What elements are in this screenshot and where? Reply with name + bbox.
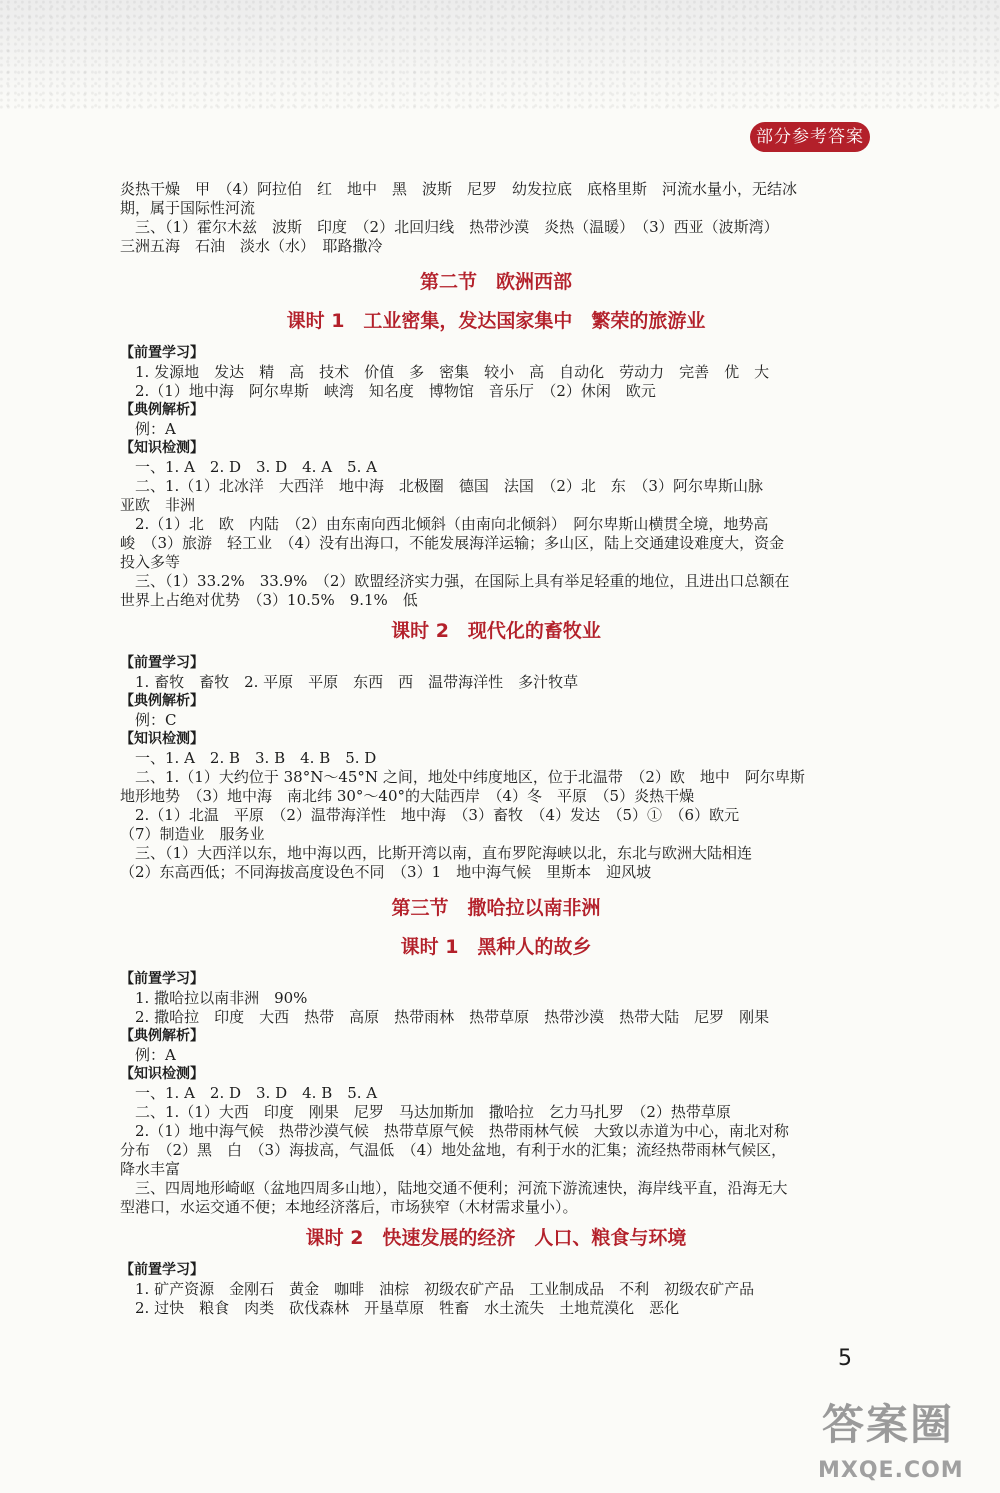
text-line: 三、四周地形崎岖（盆地四周多山地），陆地交通不便利；河流下游流速快，海岸线平直，沿海无大 — [135, 1179, 788, 1197]
text-line: 三、（1）霍尔木兹 波斯 印度 （2）北回归线 热带沙漠 炎热（温暖） （3）西亚（波斯湾） — [135, 218, 779, 236]
watermark-logo-text: 答案圈 — [822, 1400, 955, 1449]
text-line: 2.（1）北 欧 内陆 （2）由东南向西北倾斜（由南向北倾斜） 阿尔卑斯山横贯全境，地势高 — [135, 515, 769, 533]
lesson-heading: 课时 1 工业密集，发达国家集中 繁荣的旅游业 — [286, 310, 706, 332]
text-line: 1. 矿产资源 金刚石 黄金 咖啡 油棕 初级农矿产品 工业制成品 不利 初级农矿产品 — [135, 1280, 755, 1298]
label-knowledge-check: 【知识检测】 — [120, 731, 204, 747]
label-preview-study: 【前置学习】 — [120, 971, 204, 987]
label-preview-study: 【前置学习】 — [120, 1262, 204, 1278]
text-line: 二、1.（1）北冰洋 大西洋 地中海 北极圈 德国 法国 （2）北 东 （3）阿尔卑斯山脉 — [135, 477, 763, 495]
label-example-analysis: 【典例解析】 — [120, 693, 204, 709]
text-line: 2.（1）北温 平原 （2）温带海洋性 地中海 （3）畜牧 （4）发达 （5）① （6）欧元 — [135, 806, 740, 824]
text-line: 一、1. A 2. D 3. D 4. A 5. A — [135, 458, 377, 476]
text-line: （2）东高西低；不同海拔高度设色不同 （3）1 地中海气候 里斯本 迎风坡 — [120, 863, 652, 881]
text-line: 例：A — [135, 420, 176, 438]
text-line: 亚欧 非洲 — [120, 496, 196, 514]
page-top-shadow — [0, 0, 1000, 110]
text-line: 二、1.（1）大约位于 38°N～45°N 之间，地处中纬度地区，位于北温带 （2）欧 地中 阿尔卑斯 — [135, 768, 805, 786]
text-line: 2.（1）地中海 阿尔卑斯 峡湾 知名度 博物馆 音乐厅 （2）休闲 欧元 — [135, 382, 656, 400]
label-knowledge-check: 【知识检测】 — [120, 440, 204, 456]
text-line: 1. 畜牧 畜牧 2. 平原 平原 东西 西 温带海洋性 多汁牧草 — [135, 673, 579, 691]
text-line: 1. 撒哈拉以南非洲 90% — [135, 989, 308, 1007]
lesson-heading: 课时 2 现代化的畜牧业 — [391, 620, 601, 642]
text-line: 2.（1）地中海气候 热带沙漠气候 热带草原气候 热带雨林气候 大致以赤道为中心，南北对称 — [135, 1122, 789, 1140]
text-line: 三、（1）大西洋以东，地中海以西，比斯开湾以南，直布罗陀海峡以北，东北与欧洲大陆相连 — [135, 844, 753, 862]
text-line: 2. 撒哈拉 印度 大西 热带 高原 热带雨林 热带草原 热带沙漠 热带大陆 尼罗 刚果 — [135, 1008, 770, 1026]
lesson-heading: 课时 1 黑种人的故乡 — [400, 936, 592, 958]
text-line: 二、1.（1）大西 印度 刚果 尼罗 马达加斯加 撒哈拉 乞力马扎罗 （2）热带草原 — [135, 1103, 731, 1121]
text-line: 一、1. A 2. B 3. B 4. B 5. D — [135, 749, 377, 767]
text-line: 一、1. A 2. D 3. D 4. B 5. A — [135, 1084, 378, 1102]
text-line: 三、（1）33.2% 33.9% （2）欧盟经济实力强，在国际上具有举足轻重的地位，且进出口总额在 — [135, 572, 790, 590]
text-line: 降水丰富 — [120, 1160, 181, 1178]
text-line: 世界上占绝对优势 （3）10.5% 9.1% 低 — [120, 591, 418, 609]
answer-content — [120, 180, 872, 1318]
text-line: 2. 过快 粮食 肉类 砍伐森林 开垦草原 牲畜 水土流失 土地荒漠化 恶化 — [135, 1299, 680, 1317]
text-line: 型港口，水运交通不便；本地经济落后，市场狭窄（木材需求量小）。 — [120, 1198, 578, 1216]
text-line: 地形地势 （3）地中海 南北纬 30°～40°的大陆西岸 （4）冬 平原 （5）炎热干燥 — [120, 787, 695, 805]
answer-section-badge: 部分参考答案 — [750, 122, 870, 152]
text-line: 例：C — [135, 711, 177, 729]
text-line: 投入多等 — [120, 553, 181, 571]
text-line: 例：A — [135, 1046, 176, 1064]
section-heading: 第二节 欧洲西部 — [419, 271, 572, 293]
label-example-analysis: 【典例解析】 — [120, 402, 204, 418]
text-line: 分布 （2）黑 白 （3）海拔高，气温低 （4）地处盆地，有利于水的汇集；流经热带雨林气候区， — [120, 1141, 787, 1159]
lesson-heading: 课时 2 快速发展的经济 人口、粮食与环境 — [305, 1227, 687, 1249]
text-line: 1. 发源地 发达 精 高 技术 价值 多 密集 较小 高 自动化 劳动力 完善 优 大 — [135, 363, 770, 381]
label-knowledge-check: 【知识检测】 — [120, 1066, 204, 1082]
page-number: 5 — [838, 1346, 852, 1371]
label-preview-study: 【前置学习】 — [120, 345, 204, 361]
text-line: 炎热干燥 甲 （4）阿拉伯 红 地中 黑 波斯 尼罗 幼发拉底 底格里斯 河流水量小，无结冰 — [120, 180, 798, 198]
label-preview-study: 【前置学习】 — [120, 655, 204, 671]
watermark-site-text: MXQE.COM — [818, 1458, 964, 1483]
text-line: 三洲五海 石油 淡水（水） 耶路撒冷 — [120, 237, 383, 255]
text-line: 期，属于国际性河流 — [120, 199, 256, 217]
label-example-analysis: 【典例解析】 — [120, 1028, 204, 1044]
text-line: 峻 （3）旅游 轻工业 （4）没有出海口，不能发展海洋运输；多山区，陆上交通建设难度大，资金 — [120, 534, 785, 552]
section-heading: 第三节 撒哈拉以南非洲 — [391, 897, 601, 919]
text-line: （7）制造业 服务业 — [120, 825, 265, 843]
site-watermark — [818, 1400, 994, 1488]
